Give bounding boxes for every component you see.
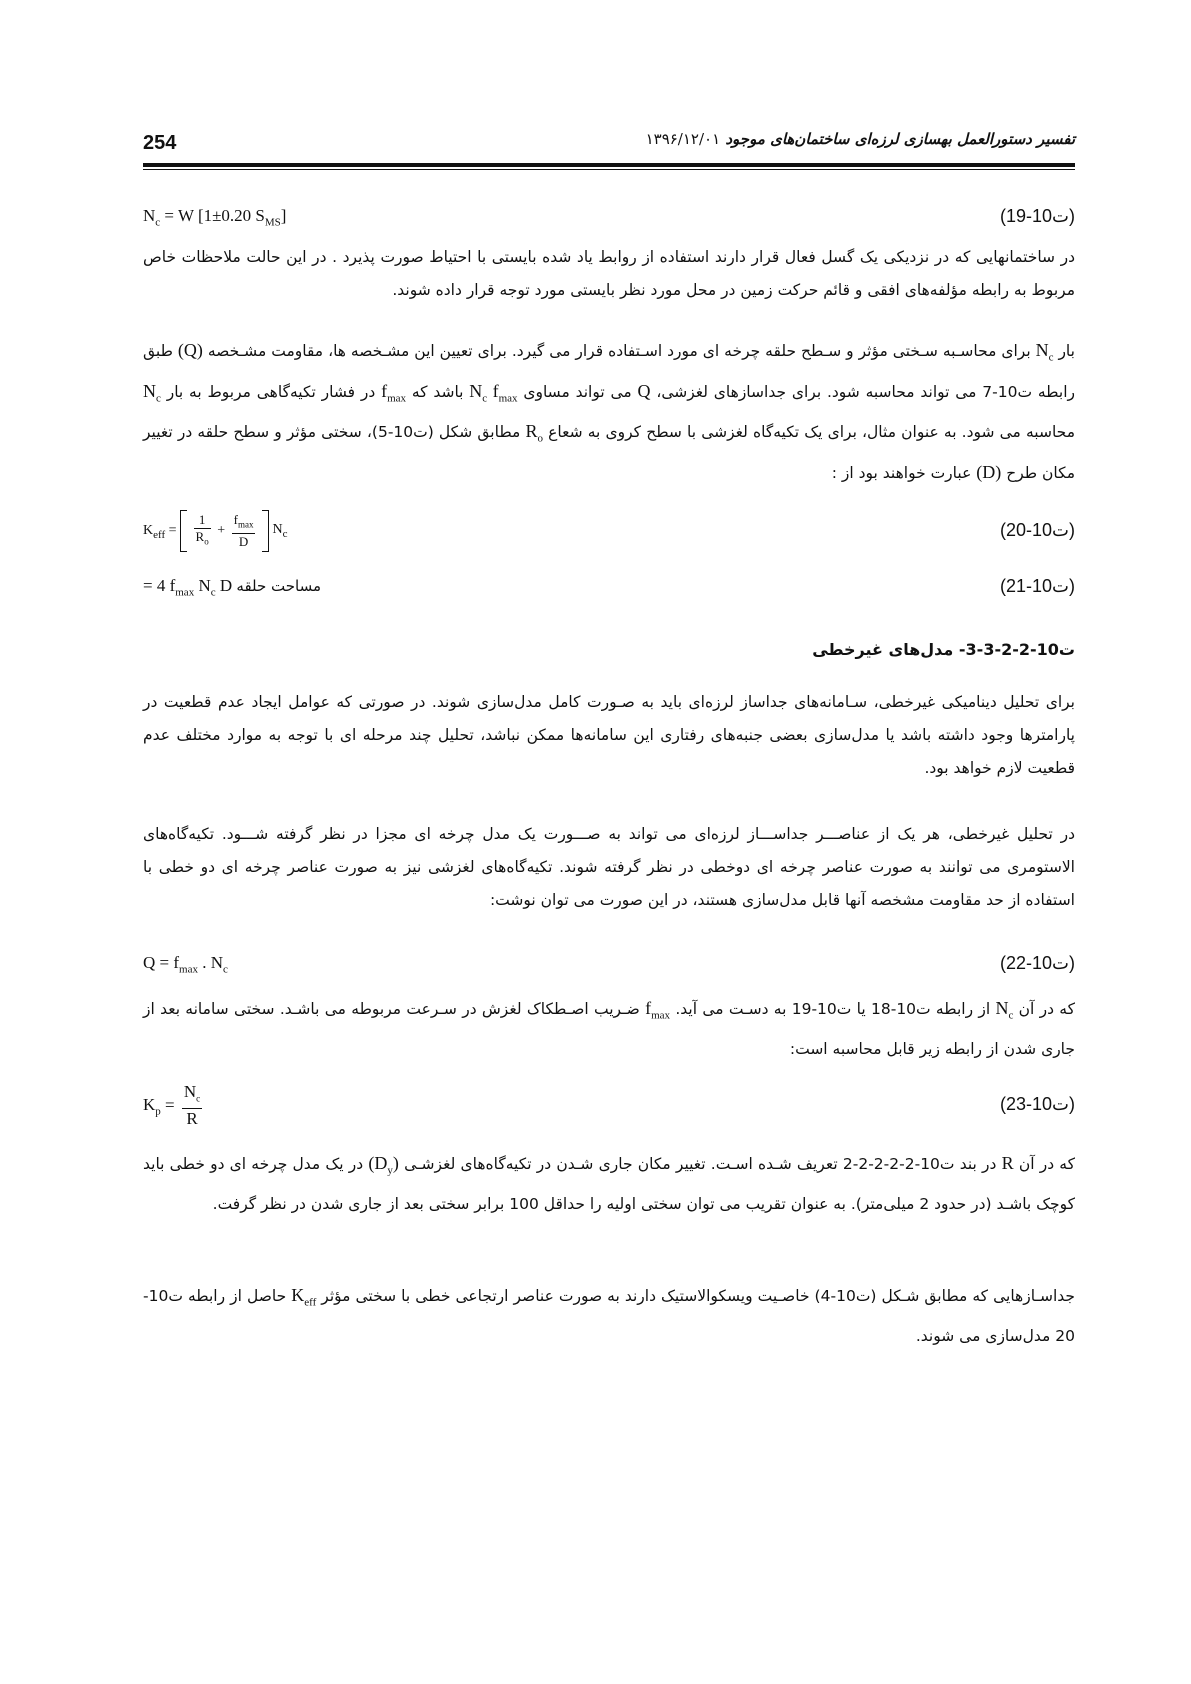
p2-b: برای محاسـبه سـختی مؤثر و سـطح حلقه چرخه ای مورد اسـتفاده قرار می گیرد. برای تعیین این مشـخصه ها، مقاومت مشـخصه xyxy=(207,342,1031,360)
paragraph-near-fault: در ساختمانهایی که در نزدیکی یک گسل فعال قرار دارند استفاده از روابط یاد شده بایستی با احتیاط صورت پذیرد . در این حالت ملاحظات خاص مربوط به رابطه مؤلفه‌های افقی و قائم حرکت زمین در محل مورد نظر بایستی مورد توجه قرار داده شوند. xyxy=(143,248,1075,299)
equation-20-number: (ت10-20) xyxy=(999,520,1075,540)
p2-i: عبارت خواهند بود از : xyxy=(831,463,972,482)
equation-21-body xyxy=(143,576,321,598)
equation-19-number: (ت10-19) xyxy=(999,206,1075,226)
p7-a: جداسـازهایی که مطابق شـکل (ت10-4) خاصـیت ویسکوالاستیک دارند به صورت عناصر ارتجاعی خطی با سختی مؤثر xyxy=(321,1287,1075,1305)
symbol-dy: $(D_y)$ xyxy=(368,1153,399,1177)
eq19-rhs-b: ] xyxy=(280,206,287,225)
page-number: 254 xyxy=(143,132,177,154)
symbol-fmax-nc: $N_c$ $f_{max}$ xyxy=(469,380,518,405)
equation-21-number: (ت10-21) xyxy=(999,576,1075,596)
p5-a: که در آن xyxy=(1018,1000,1075,1018)
eq19-lhs: N xyxy=(143,206,156,225)
p2-a: بار xyxy=(1058,342,1075,360)
p2-f: در فشار تکیه‌گاهی مربوط به بار xyxy=(166,382,376,401)
header-title-text: تفسیر دستورالعمل بهسازی لرزه‌ای ساختمان‌های موجود xyxy=(725,130,1075,148)
eq23-den: R xyxy=(186,1109,198,1129)
section-heading: ت10-2-2-3-3- مدل‌های غیرخطی xyxy=(812,640,1075,659)
eq23-fraction xyxy=(182,1082,202,1129)
eq20-k-sub: eff xyxy=(153,529,166,542)
equation-22-number: (ت10-22) xyxy=(999,953,1075,973)
header-rule-thin xyxy=(143,169,1075,170)
paragraph-yield-displacement xyxy=(143,1147,1075,1221)
p2-g: محاسبه می شود. به عنوان مثال، برای یک تکیه‌گاه لغزشی با سطح کروی به شعاع xyxy=(548,423,1075,442)
eq20-tail: $N_c$ xyxy=(272,522,288,540)
eq20-bracket-left xyxy=(180,510,187,552)
eq23-k: $K_p$ xyxy=(143,1094,161,1117)
paragraph-nonlinear-dynamic: برای تحلیل دینامیکی غیرخطی، سـامانه‌های جداساز لرزه‌ای باید به صـورت کامل مدل‌سازی شوند. در صورتی که عوامل ایجاد عدم قطعیت در پارامترها وجود داشته باشد یا مدل‌سازی بعضی جنبه‌های رفتاری این سامانه‌ها ممکن نباشد، تحلیل چند مرحله ای با توجه به موارد مختلف عدم قطعیت لازم خواهد بود. xyxy=(143,693,1075,777)
equation-23-number: (ت10-23) xyxy=(999,1094,1075,1114)
eq19-rhs-sub: MS xyxy=(264,216,281,229)
equation-19 xyxy=(143,206,1075,242)
symbol-nc-2: $N_c$ xyxy=(143,380,161,405)
symbol-keff: $K_{eff}$ xyxy=(291,1285,317,1309)
symbol-fmax-2: $f_{max}$ xyxy=(645,998,671,1022)
equation-23 xyxy=(143,1080,1075,1136)
eq20-fraction-2 xyxy=(232,512,256,550)
symbol-nc-3: $N_c$ xyxy=(995,998,1014,1022)
symbol-q: (Q) xyxy=(177,340,203,360)
eq22-mid: . N xyxy=(197,953,224,972)
eq21-rhs: = 4 $f_{max}$ $N_c$ D xyxy=(143,576,233,599)
symbol-ro: $R_o$ xyxy=(525,421,544,445)
paragraph-friction xyxy=(143,992,1075,1066)
equation-22 xyxy=(143,953,1075,989)
running-title xyxy=(606,130,1075,148)
eq22-lhs: Q = f xyxy=(143,953,180,972)
eq20-den2: D xyxy=(238,533,249,549)
eq20-num1: 1 xyxy=(194,512,211,529)
eq22-mid-sub: c xyxy=(223,963,228,976)
p2-e: باشد که xyxy=(411,382,464,401)
eq20-fraction-1 xyxy=(194,512,211,550)
eq20-k: K xyxy=(143,523,154,539)
paragraph-viscoelastic xyxy=(143,1279,1075,1353)
eq20-bracket-right xyxy=(262,510,269,552)
eq22-lhs-sub: max xyxy=(179,963,198,976)
p2-d: می تواند مساوی xyxy=(523,382,632,401)
p6-c: در یک مدل چرخه ای دو خطی باید کوچک باشـد (در حدود 2 میلی‌متر). به عنوان تقریب می توان سختی اولیه را حداقل 100 برابر سختی بعد از جاری شدن در نظر گرفت. xyxy=(143,1155,1075,1213)
p2-h: مطابق شکل (ت10-5)، سختی مؤثر و سطح حلقه در تغییر مکان طرح xyxy=(143,423,1075,482)
eq20-den1: $R_o$ xyxy=(195,529,209,547)
p5-c: ضـریب اصـطکاک لغزش در سـرعت مربوطه می باشـد. سختی سامانه بعد از جاری شدن از رابطه زیر قابل محاسبه است: xyxy=(143,1000,1075,1058)
eq19-lhs-sub: c xyxy=(155,216,161,229)
symbol-nc: $N_c$ xyxy=(1035,340,1054,364)
symbol-q-short: Q xyxy=(637,380,651,401)
equation-23-body: $K_p$ = $\frac{N_c}{R}$ xyxy=(143,1082,201,1129)
header-date: ۱۳۹۶/۱۲/۰۱ xyxy=(645,130,721,148)
symbol-fmax: $f_{max}$ xyxy=(381,380,407,405)
equation-20-body: $K_{eff}$ = $\frac{1}{R_o}$ + $\frac{f_{max}}{D}$ $N_c$ xyxy=(143,510,287,552)
equation-22-body xyxy=(143,953,228,975)
p7-b: حاصل از رابطه ت10-20 مدل‌سازی می شوند. xyxy=(143,1287,1075,1345)
p5-b: از رابطه ت10-18 یا ت10-19 به دسـت می آید. xyxy=(675,1000,991,1018)
paragraph-hysteretic-model: در تحلیل غیرخطی، هر یک از عناصـــر جداســـاز لرزه‌ای می تواند به صـــورت یک مدل چرخه ای مجزا در نظر گرفته شـــود. تکیه‌گاه‌های الاستومری می توانند به صورت عناصر چرخه ای دوخطی در نظر گرفته شوند. تکیه‌گاه‌های لغزشی نیز به صورت عناصر چرخه ای دو خطی با استفاده از حد مقاومت مشخصه آنها قابل مدل‌سازی هستند، در این صورت می توان نوشت: xyxy=(143,825,1075,909)
p6-a: که در آن xyxy=(1018,1155,1075,1173)
paragraph-characteristic-strength xyxy=(143,334,1075,490)
eq21-lhs: مساحت حلقه xyxy=(236,577,322,595)
eq19-rhs-a: = W [1±0.20 S xyxy=(160,206,265,225)
p6-b: در بند ت10-2-2-2-2-2 تعریف شـده اسـت. تغییر مکان جاری شـدن در تکیه‌گاه‌های لغزشـی xyxy=(404,1155,997,1173)
symbol-r: R xyxy=(1001,1153,1014,1173)
eq20-num2: $f_{max}$ xyxy=(232,512,256,534)
equation-19-body xyxy=(143,206,286,228)
page-header xyxy=(143,128,1075,162)
equation-21 xyxy=(143,576,1075,612)
equation-20 xyxy=(143,508,1075,564)
eq23-num: $N_c$ xyxy=(182,1082,202,1109)
p2-c: طبق رابطه ت10-7 می تواند محاسبه شود. برای جداسازهای لغزشی، xyxy=(143,342,1076,401)
header-rule xyxy=(143,163,1075,167)
symbol-d: (D) xyxy=(976,461,1002,482)
